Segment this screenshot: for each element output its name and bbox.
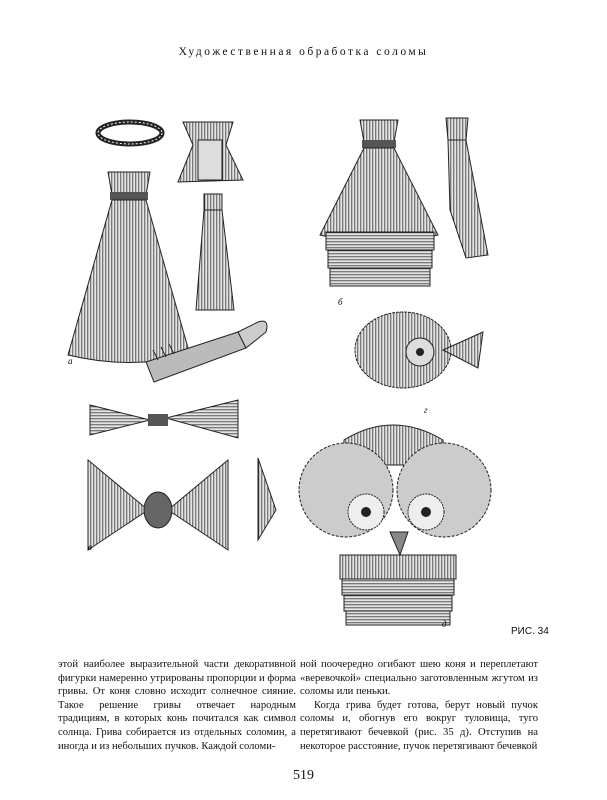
straw-fan xyxy=(258,458,276,540)
straw-tassel xyxy=(196,194,234,310)
page-number: 519 xyxy=(293,768,314,783)
label-v: в xyxy=(88,542,92,552)
straw-fish xyxy=(355,312,483,388)
figure-caption: РИС. 34 xyxy=(511,626,549,637)
straw-figure-illustration xyxy=(48,100,568,645)
straw-sheaf-skirt xyxy=(68,172,190,363)
paragraph: Когда грива будет готова, берут новый пучок соломы и, обогнув его вокруг туловища, туго перетягивают бечевкой (рис. 35 д). Отступив на некоторое расстояние, пучок перетягивают бечевкой xyxy=(300,699,538,752)
text-column-left xyxy=(58,658,296,753)
text-column-right xyxy=(300,658,538,753)
label-b: б xyxy=(338,297,343,307)
running-header: Художественная обработка соломы xyxy=(178,46,429,58)
straw-sheaf-layered xyxy=(320,120,438,286)
paragraph: этой наиболее выразительной части декоративной фигурки намеренно утрированы пропорции и форма гривы. От коня словно исходит солнечное сияние. Такое решение гривы отвечает народным традициям, в которых конь почитался как символ солнца. Грива собирается из отдельных соломин, а иногда и из небольших пучков. Каждой соломи- xyxy=(58,659,296,752)
straw-bundle xyxy=(90,400,238,438)
straw-owl xyxy=(299,425,491,625)
label-g: г xyxy=(424,405,428,415)
straw-bow xyxy=(88,460,228,550)
straw-clip xyxy=(178,122,243,182)
straw-ring xyxy=(98,122,162,144)
label-d: д xyxy=(442,619,447,629)
label-a: а xyxy=(68,356,73,366)
straw-sheaf-side xyxy=(446,118,488,258)
paragraph: ной поочередно огибают шею коня и переплетают «веревочкой» специально заготовленным жгутом из соломы или пеньки. xyxy=(300,659,538,698)
